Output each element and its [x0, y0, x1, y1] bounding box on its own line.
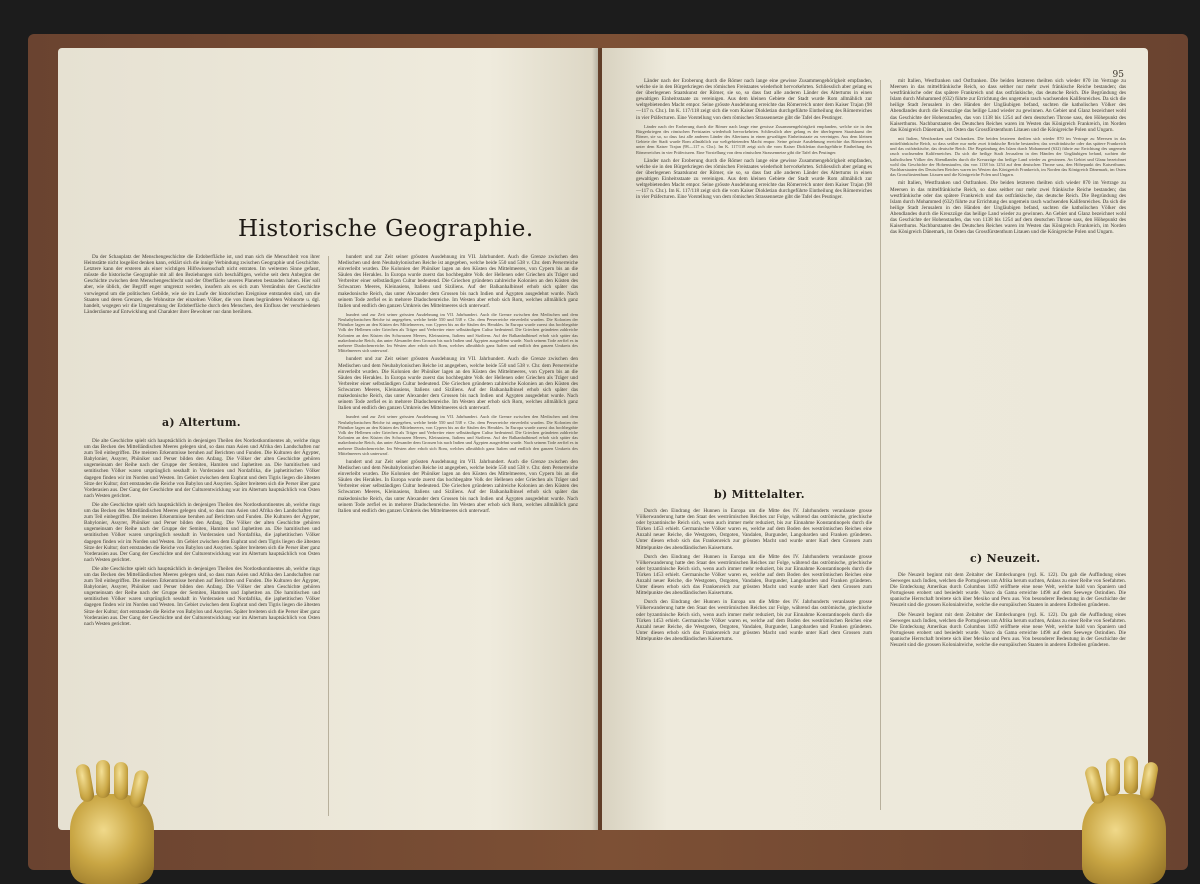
right-col-paragraph-repeat: mit Italien, Westfranken und Ostfranken. Die beiden letzteren theilten sich wieder 870 im Vertrage zu Meersen in das mittelfränkische Reich, so dass seither nur mehr zwei fränkische Reiche bestanden; das westfränkische oder das spätere Frankreich und das ostfränkische, das deutsche Reich. Die Begründung des Islam durch Mohammed (632) führte zur Errichtung des ungemein rasch wachsenden Kalifenreiches. Da sich die heilige Stadt Jerusalem in den Händen der Ungläubigen befand, suchten die katholischen Völker des Abendlandes durch die Kreuzzüge das heilige Land wieder zu gewinnen. An Gebiet und Glanz bezeichnet wohl das Geschichte der Hohenstaufen, das von 1138 bis 1254 auf dem deutschen Throne sass, den Höhepunkt des Kaiserthums. Nachbarstaaten des Deutschen Reiches waren im Westen das Königreich Frankreich, im Norden das Königreich Dänemark, im Osten das Grossfürstenthum Litauen und die Königreiche Polen und Ungarn. — [890, 180, 1126, 236]
neuzeit-paragraph: Die Neuzeit beginnt mit dem Zeitalter der Entdeckungen (vgl. K. 122). Da gab die Auffindung eines Seeweges nach Indien, welchen die Portugiesen um Afrika herum suchten, Anlass zu einer Reihe von Seefahrten. Die Entdeckung Amerikas durch Columbus 1492 eröffnete eine neue Welt, welche bald von Spaniern und Portugiesen erobert und besiedelt wurde. Vasco da Gama erreichte 1498 auf dem Seewege Ostindien. Die spanische Herrschaft breitete sich über Mexiko und Peru aus. Von besonderer Bedeutung in der Geschichte der Neuzeit sind die grossen Kolonialreiche, welche die europäischen Staaten in anderen Erdteilen gründeten. — [890, 572, 1126, 609]
right-col-paragraph: mit Italien, Westfranken und Ostfranken. Die beiden letzteren theilten sich wieder 870 im Vertrage zu Meersen in das mittelfränkische Reich, so dass seither nur mehr zwei fränkische Reiche bestanden; das westfränkische oder das spätere Frankreich und das ostfränkische, das deutsche Reich. Die Begründung des Islam durch Mohammed (632) führte zur Errichtung des ungemein rasch wachsenden Kalifenreiches. Da sich die heilige Stadt Jerusalem in den Händen der Ungläubigen befand, suchten die katholischen Völker des Abendlandes durch die Kreuzzüge das heilige Land wieder zu gewinnen. An Gebiet und Glanz bezeichnet wohl das Geschichte der Hohenstaufen, das von 1138 bis 1254 auf dem deutschen Throne sass, den Höhepunkt des Kaiserthums. Nachbarstaaten des Deutschen Reiches waren im Westen das Königreich Frankreich, im Norden das Königreich Dänemark, im Osten das Grossfürstenthum Litauen und die Königreiche Polen und Ungarn. — [890, 78, 1126, 133]
left-page — [58, 48, 598, 830]
left-column-paragraph-repeat: Die alte Geschichte spielt sich hauptsächlich in denjenigen Theilen des Nordostkontinentes ab, welche rings um das Becken des Mittelländischen Meeres gelegen sind, so dass man Asien und Afrika den Landschaften nur zum Teil einbegriffen. Die meisten Erkenntnisse beruhen auf Berichten und Funden. Die Kulturen der Ägypter, Babylonier, Assyrer, Phöniker und Perser bilden den Anfang. Die Völker der alten Geschichte gehören ungemeinsam der Reihe nach der Gruppe der Semiten, Hamiten und Japhetiten an. Die hamitischen und semitischen Völker waren ursprünglich sesshaft in Vorderasien und Nordafrika, die japhetitischen Völker dagegen finden wir im Norden und Westen. Im Gebiet zwischen dem Euphrat und dem Tigris liegen die ältesten Sitze der Kultur; dort entstanden die Reiche von Babylon und Assyrien. Später breiteten sich die Perser über ganz Vorderasien aus. Der Gang der Geschichte und der Culturentwicklung war im Altertum hauptsächlich von Osten nach Westen gerichtet. — [84, 501, 320, 563]
mittelalter-paragraph-repeat-2: Durch den Eindrang der Hunnen in Europa um die Mitte des IV. Jahrhunderts veranlasste grosse Völkerwanderung hatte den Staat des weströmischen Reiches zur Folge, während das oströmische, griechische oder byzantinische Reich sich, wenn auch immer mehr reduziert, bis zur Einnahme Konstantinopels durch die Türken 1453 erhielt. Germanische Völker waren es, welche auf dem Boden des weströmischen Reiches eine Anzahl neuer Reiche, die Westgoten, Ostgoten, Vandalen, Burgunder, Langobarden und Franken gründeten. Unter diesen erhob sich das Frankenreich zur grössten Macht und wurde unter Karl dem Grossen zum Mittelpunkte des abendländischen Kaisertums. — [636, 599, 872, 642]
section-heading-neuzeit: c) Neuzeit. — [970, 552, 1041, 565]
mittelalter-paragraph-repeat: Durch den Eindrang der Hunnen in Europa um die Mitte des IV. Jahrhunderts veranlasste grosse Völkerwanderung hatte den Staat des weströmischen Reiches zur Folge, während das oströmische, griechische oder byzantinische Reich sich, wenn auch immer mehr reduziert, bis zur Einnahme Konstantinopels durch die Türken 1453 erhielt. Germanische Völker waren es, welche auf dem Boden des weströmischen Reiches eine Anzahl neuer Reiche, die Westgoten, Ostgoten, Vandalen, Burgunder, Langobarden und Franken gründeten. Unter diesen erhob sich das Frankenreich zur grössten Macht und wurde unter Karl dem Grossen zum Mittelpunkte des abendländischen Kaisertums. — [636, 553, 872, 597]
left-brass-hand — [60, 760, 170, 884]
page-title: Historische Geographie. — [238, 216, 534, 242]
left-column-paragraph: Die alte Geschichte spielt sich hauptsächlich in denjenigen Theilen des Nordostkontinentes ab, welche rings um das Becken des Mittelländischen Meeres gelegen sind, so dass man Asien und Afrika den Landschaften nur zum Teil einbegriffen. Die meisten Erkenntnisse beruhen auf Berichten und Funden. Die Kulturen der Ägypter, Babylonier, Assyrer, Phöniker und Perser bilden den Anfang. Die Völker der alten Geschichte gehören ungemeinsam der Reihe nach der Gruppe der Semiten, Hamiten und Japhetiten an. Die hamitischen und semitischen Völker waren ursprünglich sesshaft in Vorderasien und Nordafrika, die japhetitischen Völker dagegen finden wir im Norden und Westen. Im Gebiet zwischen dem Euphrat und dem Tigris liegen die ältesten Sitze der Kultur; dort entstanden die Reiche von Babylon und Assyrien. Später breiteten sich die Perser über ganz Vorderasien aus. Der Gang der Geschichte und der Culturentwicklung war im Altertum hauptsächlich von Osten nach Westen gerichtet. — [84, 438, 320, 499]
left-column-paragraph-repeat-2: Die alte Geschichte spielt sich hauptsächlich in denjenigen Theilen des Nordostkontinentes ab, welche rings um das Becken des Mittelländischen Meeres gelegen sind, so dass man Asien und Afrika den Landschaften nur zum Teil einbegriffen. Die meisten Erkenntnisse beruhen auf Berichten und Funden. Die Kulturen der Ägypter, Babylonier, Assyrer, Phöniker und Perser bilden den Anfang. Die Völker der alten Geschichte gehören ungemeinsam der Reihe nach der Gruppe der Semiten, Hamiten und Japhetiten an. Die hamitischen und semitischen Völker waren ursprünglich sesshaft in Vorderasien und Nordafrika, die japhetitischen Völker dagegen finden wir im Norden und Westen. Im Gebiet zwischen dem Euphrat und dem Tigris liegen die ältesten Sitze der Kultur; dort entstanden die Reiche von Babylon und Assyrien. Später breiteten sich die Perser über ganz Vorderasien aus. Der Gang der Geschichte und der Culturentwicklung war im Altertum hauptsächlich von Osten nach Westen gerichtet. — [84, 565, 320, 627]
mittelalter-paragraph: Durch den Eindrang der Hunnen in Europa um die Mitte des IV. Jahrhunderts veranlasste grosse Völkerwanderung hatte den Staat des weströmischen Reiches zur Folge, während das oströmische, griechische oder byzantinische Reich sich, wenn auch immer mehr reduziert, bis zur Einnahme Konstantinopels durch die Türken 1453 erhielt. Germanische Völker waren es, welche auf dem Boden des weströmischen Reiches eine Anzahl neuer Reiche, die Westgoten, Ostgoten, Vandalen, Burgunder, Langobarden und Franken gründeten. Unter diesen erhob sich das Frankenreich zur grössten Macht und wurde unter Karl dem Grossen zum Mittelpunkte des abendländischen Kaisertums. — [636, 508, 872, 551]
intro-column — [84, 254, 320, 414]
right-page-paragraph: Länder nach der Eroberung durch die Römer nach lange eine gewisse Zusammengehörigkeit empfanden, welche sie in den Bürgerkriegen des römischen Freistaates wiederholt hervorkehrten. Schliesslich aber gelang es der überlegenen Staatskunst der Römer, sie so, so dass fast alle anderen Länder des Altertums in einen gewaltigen Einheitsstaate zu vereinigen. Aus dem kleinen Gebiete der Stadt wurde Rom allmählich zur weltgebietenden Macht empor. Seine grösste Ausdehnung erreichte das Römerreich unter dem Kaiser Trajan (98—117 n. Chr.). Im K. 117/118 zeigt sich die vom Kaiser Diokletian durchgeführte Eintheilung des Römerreiches in vier Präfecturen. Eine Vorstellung von dem römischen Strassennetze gibt die Tafel des Peutinger. — [636, 78, 872, 121]
right-brass-hand — [1068, 756, 1178, 884]
column-divider — [328, 256, 329, 816]
right-column-paragraph: hundert und zur Zeit seiner grössten Ausdehnung im VII. Jahrhundert. Auch die Grenze zwischen den Medischen und dem Neubabylonischen Reiche ist angegeben, welche beide 550 und 538 v. Chr. dem Perserreiche einverleibt wurden. Die Kolonien der Phöniker lagen an den Küsten des Mittelmeeres, von Cypern bis an die Säulen des Herakles. In Europa wurde zuerst das hochbegabte Volk der Hellenen oder Griechen als Träger und Verbreiter einer selbständigen Cultur bedeutend. Die Griechen gründeten zahlreiche Kolonien an den Küsten des Schwarzen Meeres, Kleinasiens, Italiens und Siziliens. Auf der Balkanhalbinsel erhob sich später das makedonische Reich, das unter Alexander dem Grossen bis nach Indien und Ägypten ausgedehnt wurde. Nach seinem Tode zerfiel es in mehrere Diadochenreiche. Im Westen aber erhob sich Rom, welches allmählich ganz Italien und endlich den ganzen Umkreis des Mittelmeeres sich unterwarf. — [338, 254, 578, 309]
right-column-footnote-2: hundert und zur Zeit seiner grössten Ausdehnung im VII. Jahrhundert. Auch die Grenze zwischen den Medischen und dem Neubabylonischen Reiche ist angegeben, welche beide 550 und 538 v. Chr. dem Perserreiche einverleibt wurden. Die Kolonien der Phöniker lagen an den Küsten des Mittelmeeres, von Cypern bis an die Säulen des Herakles. In Europa wurde zuerst das hochbegabte Volk der Hellenen oder Griechen als Träger und Verbreiter einer selbständigen Cultur bedeutend. Die Griechen gründeten zahlreiche Kolonien an den Küsten des Schwarzen Meeres, Kleinasiens, Italiens und Siziliens. Auf der Balkanhalbinsel erhob sich später das makedonische Reich, das unter Alexander dem Grossen bis nach Indien und Ägypten ausgedehnt wurde. Nach seinem Tode zerfiel es in mehrere Diadochenreiche. Im Westen aber erhob sich Rom, welches allmählich ganz Italien und endlich den ganzen Umkreis des Mittelmeeres sich unterwarf. — [338, 414, 578, 456]
right-page — [602, 48, 1148, 830]
right-column-body — [338, 254, 578, 810]
right-page-paragraph-repeat: Länder nach der Eroberung durch die Römer nach lange eine gewisse Zusammengehörigkeit empfanden, welche sie in den Bürgerkriegen des römischen Freistaates wiederholt hervorkehrten. Schliesslich aber gelang es der überlegenen Staatskunst der Römer, sie so, so dass fast alle anderen Länder des Altertums in einen gewaltigen Einheitsstaate zu vereinigen. Aus dem kleinen Gebiete der Stadt wurde Rom allmählich zur weltgebietenden Macht empor. Seine grösste Ausdehnung erreichte das Römerreich unter dem Kaiser Trajan (98—117 n. Chr.). Im K. 117/118 zeigt sich die vom Kaiser Diokletian durchgeführte Eintheilung des Römerreiches in vier Präfecturen. Eine Vorstellung von dem römischen Strassennetze gibt die Tafel des Peutinger. — [636, 157, 872, 201]
left-column-body — [84, 438, 320, 810]
right-column-paragraph-repeat-2: hundert und zur Zeit seiner grössten Ausdehnung im VII. Jahrhundert. Auch die Grenze zwischen den Medischen und dem Neubabylonischen Reiche ist angegeben, welche beide 550 und 538 v. Chr. dem Perserreiche einverleibt wurden. Die Kolonien der Phöniker lagen an den Küsten des Mittelmeeres, von Cypern bis an die Säulen des Herakles. In Europa wurde zuerst das hochbegabte Volk der Hellenen oder Griechen als Träger und Verbreiter einer selbständigen Cultur bedeutend. Die Griechen gründeten zahlreiche Kolonien an den Küsten des Schwarzen Meeres, Kleinasiens, Italiens und Siziliens. Auf der Balkanhalbinsel erhob sich später das makedonische Reich, das unter Alexander dem Grossen bis nach Indien und Ägypten ausgedehnt wurde. Nach seinem Tode zerfiel es in mehrere Diadochenreiche. Im Westen aber erhob sich Rom, welches allmählich ganz Italien und endlich den ganzen Umkreis des Mittelmeeres sich unterwarf. — [338, 458, 578, 514]
right-col-footnote: mit Italien, Westfranken und Ostfranken. Die beiden letzteren theilten sich wieder 870 im Vertrage zu Meersen in das mittelfränkische Reich, so dass seither nur mehr zwei fränkische Reiche bestanden; das westfränkische oder das spätere Frankreich und das ostfränkische, das deutsche Reich. Die Begründung des Islam durch Mohammed (632) führte zur Errichtung des ungemein rasch wachsenden Kalifenreiches. Da sich die heilige Stadt Jerusalem in den Händen der Ungläubigen befand, suchten die katholischen Völker des Abendlandes durch die Kreuzzüge das heilige Land wieder zu gewinnen. An Gebiet und Glanz bezeichnet wohl das Geschichte der Hohenstaufen, das von 1138 bis 1254 auf dem deutschen Throne sass, den Höhepunkt des Kaiserthums. Nachbarstaaten des Deutschen Reiches waren im Westen das Königreich Frankreich, im Norden das Königreich Dänemark, im Osten das Grossfürstenthum Litauen und die Königreiche Polen und Ungarn. — [890, 135, 1126, 178]
intro-paragraph: Da der Schauplatz der Menschengeschichte die Erdoberfläche ist, und man sich die Menschheit von ihrer Heimstätte nicht losgelöst denken kann, erklärt sich die innige Verbindung zwischen Geographie und Geschichte. Letztere kann der ersteren als einer wichtigen Hilfswissenschaft nicht entraten. Im weitesten Sinne gefasst, müsste die historische Geographie mit all den Beziehungen sich beschäftigen, welche seit dem Anbeginn der Geschichte zwischen dem Menschengeschlecht und der Oberfläche unseres Planeten bestanden haben. Hier soll aber, wie üblich, der Begriff enger umgrenzt werden, insofern als es sich zum Verständnis der Geschichte vorwiegend um die politischen Gebilde, wie sie im Laufe der historischen Ereignisse entstanden sind, um die Staaten und deren Grenzen, die Wohnsitze der einzelnen Völker, die von ihnen begründeten Wohnorte u. dgl. handelt, wogegen wir die Umgestaltung der Erdoberfläche durch den Menschen, den Einfluss der verschiedenen Länderräume auf Entwicklung und Charakter ihrer Bewohner nur dann berühren. — [84, 254, 320, 315]
right-page-left-column-top — [636, 78, 872, 486]
right-column-paragraph-repeat: hundert und zur Zeit seiner grössten Ausdehnung im VII. Jahrhundert. Auch die Grenze zwischen den Medischen und dem Neubabylonischen Reiche ist angegeben, welche beide 550 und 538 v. Chr. dem Perserreiche einverleibt wurden. Die Kolonien der Phöniker lagen an den Küsten des Mittelmeeres, von Cypern bis an die Säulen des Herakles. In Europa wurde zuerst das hochbegabte Volk der Hellenen oder Griechen als Träger und Verbreiter einer selbständigen Cultur bedeutend. Die Griechen gründeten zahlreiche Kolonien an den Küsten des Schwarzen Meeres, Kleinasiens, Italiens und Siziliens. Auf der Balkanhalbinsel erhob sich später das makedonische Reich, das unter Alexander dem Grossen bis nach Indien und Ägypten ausgedehnt wurde. Nach seinem Tode zerfiel es in mehrere Diadochenreiche. Im Westen aber erhob sich Rom, welches allmählich ganz Italien und endlich den ganzen Umkreis des Mittelmeeres sich unterwarf. — [338, 356, 578, 412]
neuzeit-paragraph-repeat: Die Neuzeit beginnt mit dem Zeitalter der Entdeckungen (vgl. K. 122). Da gab die Auffindung eines Seeweges nach Indien, welchen die Portugiesen um Afrika herum suchten, Anlass zu einer Reihe von Seefahrten. Die Entdeckung Amerikas durch Columbus 1492 eröffnete eine neue Welt, welche bald von Spaniern und Portugiesen erobert und besiedelt wurde. Vasco da Gama erreichte 1498 auf dem Seewege Ostindien. Die spanische Herrschaft breitete sich über Mexiko und Peru aus. Von besonderer Bedeutung in der Geschichte der Neuzeit sind die grossen Kolonialreiche, welche die europäischen Staaten in anderen Erdteilen gründeten. — [890, 611, 1126, 649]
section-heading-mittelalter: b) Mittelalter. — [714, 488, 805, 501]
right-column-footnote: hundert und zur Zeit seiner grössten Ausdehnung im VII. Jahrhundert. Auch die Grenze zwischen den Medischen und dem Neubabylonischen Reiche ist angegeben, welche beide 550 und 538 v. Chr. dem Perserreiche einverleibt wurden. Die Kolonien der Phöniker lagen an den Küsten des Mittelmeeres, von Cypern bis an die Säulen des Herakles. In Europa wurde zuerst das hochbegabte Volk der Hellenen oder Griechen als Träger und Verbreiter einer selbständigen Cultur bedeutend. Die Griechen gründeten zahlreiche Kolonien an den Küsten des Schwarzen Meeres, Kleinasiens, Italiens und Siziliens. Auf der Balkanhalbinsel erhob sich später das makedonische Reich, das unter Alexander dem Grossen bis nach Indien und Ägypten ausgedehnt wurde. Nach seinem Tode zerfiel es in mehrere Diadochenreiche. Im Westen aber erhob sich Rom, welches allmählich ganz Italien und endlich den ganzen Umkreis des Mittelmeeres sich unterwarf. — [338, 311, 578, 354]
right-page-footnote: Länder nach der Eroberung durch die Römer nach lange eine gewisse Zusammengehörigkeit empfanden, welche sie in den Bürgerkriegen des römischen Freistaates wiederholt hervorkehrten. Schliesslich aber gelang es der überlegenen Staatskunst der Römer, sie so, so dass fast alle anderen Länder des Altertums in einen gewaltigen Einheitsstaate zu vereinigen. Aus dem kleinen Gebiete der Stadt wurde Rom allmählich zur weltgebietenden Macht empor. Seine grösste Ausdehnung erreichte das Römerreich unter dem Kaiser Trajan (98—117 n. Chr.). Im K. 117/118 zeigt sich die vom Kaiser Diokletian durchgeführte Eintheilung des Römerreiches in vier Präfecturen. Eine Vorstellung von dem römischen Strassennetze gibt die Tafel des Peutinger. — [636, 123, 872, 155]
right-page-right-column-top — [890, 78, 1126, 548]
right-page-left-column-bottom — [636, 508, 872, 808]
page-number: 95 — [1112, 70, 1124, 80]
section-heading-altertum: a) Altertum. — [162, 416, 241, 429]
column-divider-right — [880, 80, 881, 810]
